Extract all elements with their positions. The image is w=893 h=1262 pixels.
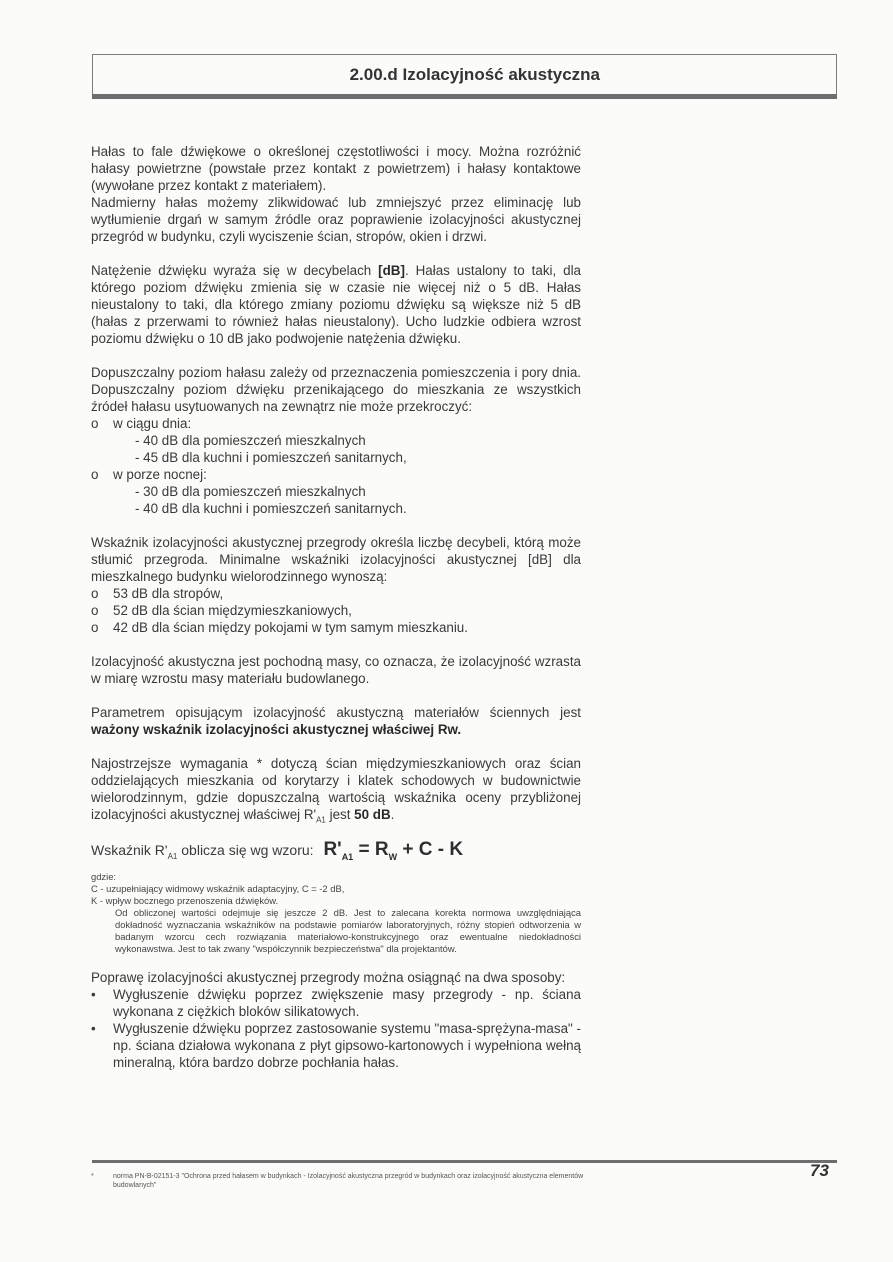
paragraph-sound-intensity: Natężenie dźwięku wyraża się w decybelach [dB]. Hałas ustalony to taki, dla którego poziom dźwięku zmienia się w czasie nie więcej niż o 5 dB. Hałas nieustalony to taki, dla którego zmiany poziomu dźwięku są większe niż 5 dB (hałas z przerwami to również hałas nieustalony). Ucho ludzkie odbiera wzrost poziomu dźwięku o 10 dB jako podwojenie natężenia dźwięku.	[91, 263, 581, 346]
footnote-text: norma PN-B-02151-3 "Ochrona przed hałasem w budynkach - Izolacyjność akustyczna przegród w budynkach oraz izolacyjność akustyczna elementów budowlanych"	[113, 1173, 584, 1189]
paragraph-noise-reduction: Nadmierny hałas możemy zlikwidować lub zmniejszyć przez eliminację lub wytłumienie drgań w samym źródle oraz poprawienie izolacyjności akustycznej przegród w budynku, czyli wyciszenie ścian, stropów, okien i drzwi.	[91, 195, 581, 244]
section-header	[92, 54, 837, 94]
paragraph-rw-parameter: Parametrem opisującym izolacyjność akustyczną materiałów ściennych jest ważony wskaźnik izolacyjności akustycznej właściwej Rw.	[91, 705, 581, 737]
paragraph-permissible-level: Dopuszczalny poziom hałasu zależy od przeznaczenia pomieszczenia i pory dnia. Dopuszczalny poziom dźwięku przenikającego do mieszkania ze wszystkich źródeł hałasu usytuowanych na zewnątrz nie może przekroczyć:	[91, 365, 581, 414]
footnote-marker: *	[91, 1173, 94, 1180]
circle-bullet-icon: o	[91, 620, 99, 635]
list-item: • Wygłuszenie dźwięku poprzez zwiększenie masy przegrody - np. ściana wykonana z ciężkich bloków silikatowych.	[91, 987, 581, 1020]
list-item: - 30 dB dla pomieszczeń mieszkalnych	[135, 484, 366, 499]
list-item: - 45 dB dla kuchni i pomieszczeń sanitarnych,	[135, 450, 407, 465]
list-item: - 40 dB dla pomieszczeń mieszkalnych	[135, 433, 366, 448]
list-item: o w ciągu dnia: - 40 dB dla pomieszczeń mieszkalnych - 45 dB dla kuchni i pomieszczeń sanitarnych,	[91, 415, 581, 466]
list-item: - 40 dB dla kuchni i pomieszczeń sanitarnych.	[135, 501, 407, 516]
circle-bullet-icon: o	[91, 603, 99, 618]
circle-bullet-icon: o	[91, 416, 99, 431]
list-item: o 52 dB dla ścian międzymieszkaniowych,	[91, 603, 352, 618]
methods-list	[91, 986, 581, 1071]
paragraph-improvement: Poprawę izolacyjności akustycznej przegrody można osiągnąć na dwa sposoby:	[91, 970, 566, 986]
paragraph-noise-definition: Hałas to fale dźwiękowe o określonej częstotliwości i mocy. Można rozróżnić hałasy powietrzne (powstałe przez kontakt z powietrzem) i hałasy kontaktowe (wywołane przez kontakt z materiałem).	[91, 144, 581, 193]
where-label: gdzie:	[91, 871, 117, 883]
paragraph-requirements: Najostrzejsze wymagania * dotyczą ścian międzymieszkaniowych oraz ścian oddzielających mieszkania od korytarzy i klatek schodowych w budownictwie wielorodzinnym, gdzie dopuszczalną wartością wskaźnika oceny przybliżonej izolacyjności akustycznej właściwej $R'_{A1}$ jest 50 dB.	[91, 756, 581, 825]
footnote	[91, 1172, 591, 1190]
dot-bullet-icon: •	[91, 1021, 96, 1037]
circle-bullet-icon: o	[91, 586, 99, 601]
list-item: o w porze nocnej: - 30 dB dla pomieszczeń mieszkalnych - 40 dB dla kuchni i pomieszczeń sanitarnych.	[91, 466, 581, 517]
where-k: K - wpływ bocznego przenoszenia dźwięków.	[91, 895, 279, 907]
limits-list	[91, 415, 581, 517]
body-text	[91, 143, 581, 1071]
where-c: C - uzupełniający widmowy wskaźnik adaptacyjny, C = -2 dB,	[91, 883, 345, 895]
formula: $R'_{A1} = R_W + C - K$	[323, 838, 464, 862]
paragraph-mass-law: Izolacyjność akustyczna jest pochodną masy, co oznacza, że izolacyjność wzrasta w miarę wzrostu masy materiału budowlanego.	[91, 654, 581, 686]
paragraph-insulation-index: Wskaźnik izolacyjności akustycznej przegrody określa liczbę decybeli, którą może stłumić przegroda. Minimalne wskaźniki izolacyjności akustycznej [dB] dla mieszkalnego budynku wielorodzinnego wynoszą:	[91, 535, 581, 584]
list-item: o 53 dB dla stropów,	[91, 586, 224, 601]
section-title: 2.00.d Izolacyjność akustyczna	[349, 65, 600, 84]
circle-bullet-icon: o	[91, 467, 99, 482]
dot-bullet-icon: •	[91, 987, 96, 1003]
where-note: Od obliczonej wartości odejmuje się jeszcze 2 dB. Jest to zalecana korekta normowa uwzględniająca dokładność wyznaczania wskaźników na podstawie pomiarów laboratoryjnych, różny stopień odtworzenia w badanym wzorcu cech rozwiązania materiałowo-konstrukcyjnego oraz ewentualne niedokładności wykonawstwa. Jest to tak zwany "współczynnik bezpieczeństwa" dla projektantów.	[115, 907, 581, 955]
footer-rule	[92, 1160, 837, 1163]
list-item: o 42 dB dla ścian między pokojami w tym samym mieszkaniu.	[91, 620, 468, 635]
min-indices-list	[91, 585, 581, 636]
header-rule	[92, 94, 837, 99]
formula-line: Wskaźnik $R'_{A1}$ oblicza się wg wzoru: $R'_{A1} = R_W + C - K$	[91, 838, 464, 862]
page-number: 73	[810, 1161, 829, 1180]
list-item: • Wygłuszenie dźwięku poprzez zastosowanie systemu "masa-sprężyna-masa" - np. ściana działowa wykonana z płyt gipsowo-kartonowych i wypełniona wełną mineralną, która bardzo dobrze pochłania hałas.	[91, 1021, 581, 1071]
